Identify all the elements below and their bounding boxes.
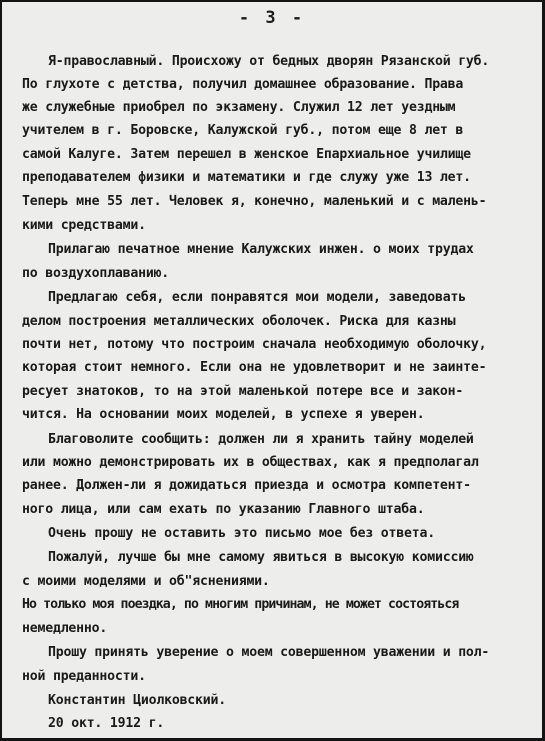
text-line: чится. На основании моих моделей, в успехе я уверен. — [22, 407, 425, 422]
text-line: По глухоте с детства, получил домашнее образование. Права — [22, 77, 464, 92]
text-line: ного лица, или сам ехать по указанию Главного штаба. — [22, 502, 425, 517]
text-line: почти нет, потому что построим сначала необходимую оболочку, — [22, 337, 487, 352]
text-line: кими средствами. — [22, 218, 146, 233]
text-line: ной преданности. — [22, 669, 146, 684]
text-line: Очень прошу не оставить это письмо мое без ответа. — [48, 526, 435, 541]
text-line: Благоволите сообщить: должен ли я хранить тайну моделей — [48, 432, 474, 447]
text-line: Пожалуй, лучше бы мне самому явиться в высокую комиссию — [48, 550, 474, 565]
text-line: самой Калуге. Затем перешел в женское Епархиальное училище — [22, 147, 471, 162]
text-line: немедленно. — [22, 621, 108, 636]
text-line: преподавателем физики и математики и где служу уже 13 лет. — [22, 170, 471, 185]
text-line: Прилагаю печатное мнение Калужских инжен. о моих трудах — [48, 242, 474, 257]
text-line: Но только моя поездка, по многим причинам, не может состояться — [22, 597, 459, 612]
text-line: делом построения металлических оболочек. Риска для казны — [22, 314, 456, 329]
text-line: учителем в г. Боровске, Калужской губ., потом еще 8 лет в — [22, 123, 464, 138]
text-line: Я-православный. Происхожу от бедных дворян Рязанской губ. — [48, 54, 490, 69]
typewritten-page — [2, 2, 542, 738]
text-line: Прошу принять уверение о моем совершенном уважении и пол- — [48, 645, 490, 660]
page-number: - 3 - — [238, 8, 306, 28]
text-line: же служебные приобрел по экзамену. Служил 12 лет уездным — [22, 100, 456, 115]
text-line: Предлагаю себя, если понравятся мои модели, заведовать — [48, 290, 466, 305]
text-line: Теперь мне 55 лет. Человек я, конечно, маленький и с малень- — [22, 194, 487, 209]
text-line: или можно демонстрировать их в обществах, как я предполагал — [22, 455, 479, 470]
text-line: с моими моделями и об"яснениями. — [22, 574, 270, 589]
letter-date: 20 окт. 1912 г. — [48, 716, 165, 731]
text-line: ранее. Должен-ли я дожидаться приезда и осмотра компетент- — [22, 478, 471, 493]
signature-name: Константин Циолковский. — [48, 693, 227, 708]
text-line: по воздухоплаванию. — [22, 266, 170, 281]
text-line: ресует знатоков, то на этой маленькой потере все и закон- — [22, 384, 464, 399]
text-line: которая стоит немного. Если она не удовлетворит и не заинте- — [22, 360, 487, 375]
